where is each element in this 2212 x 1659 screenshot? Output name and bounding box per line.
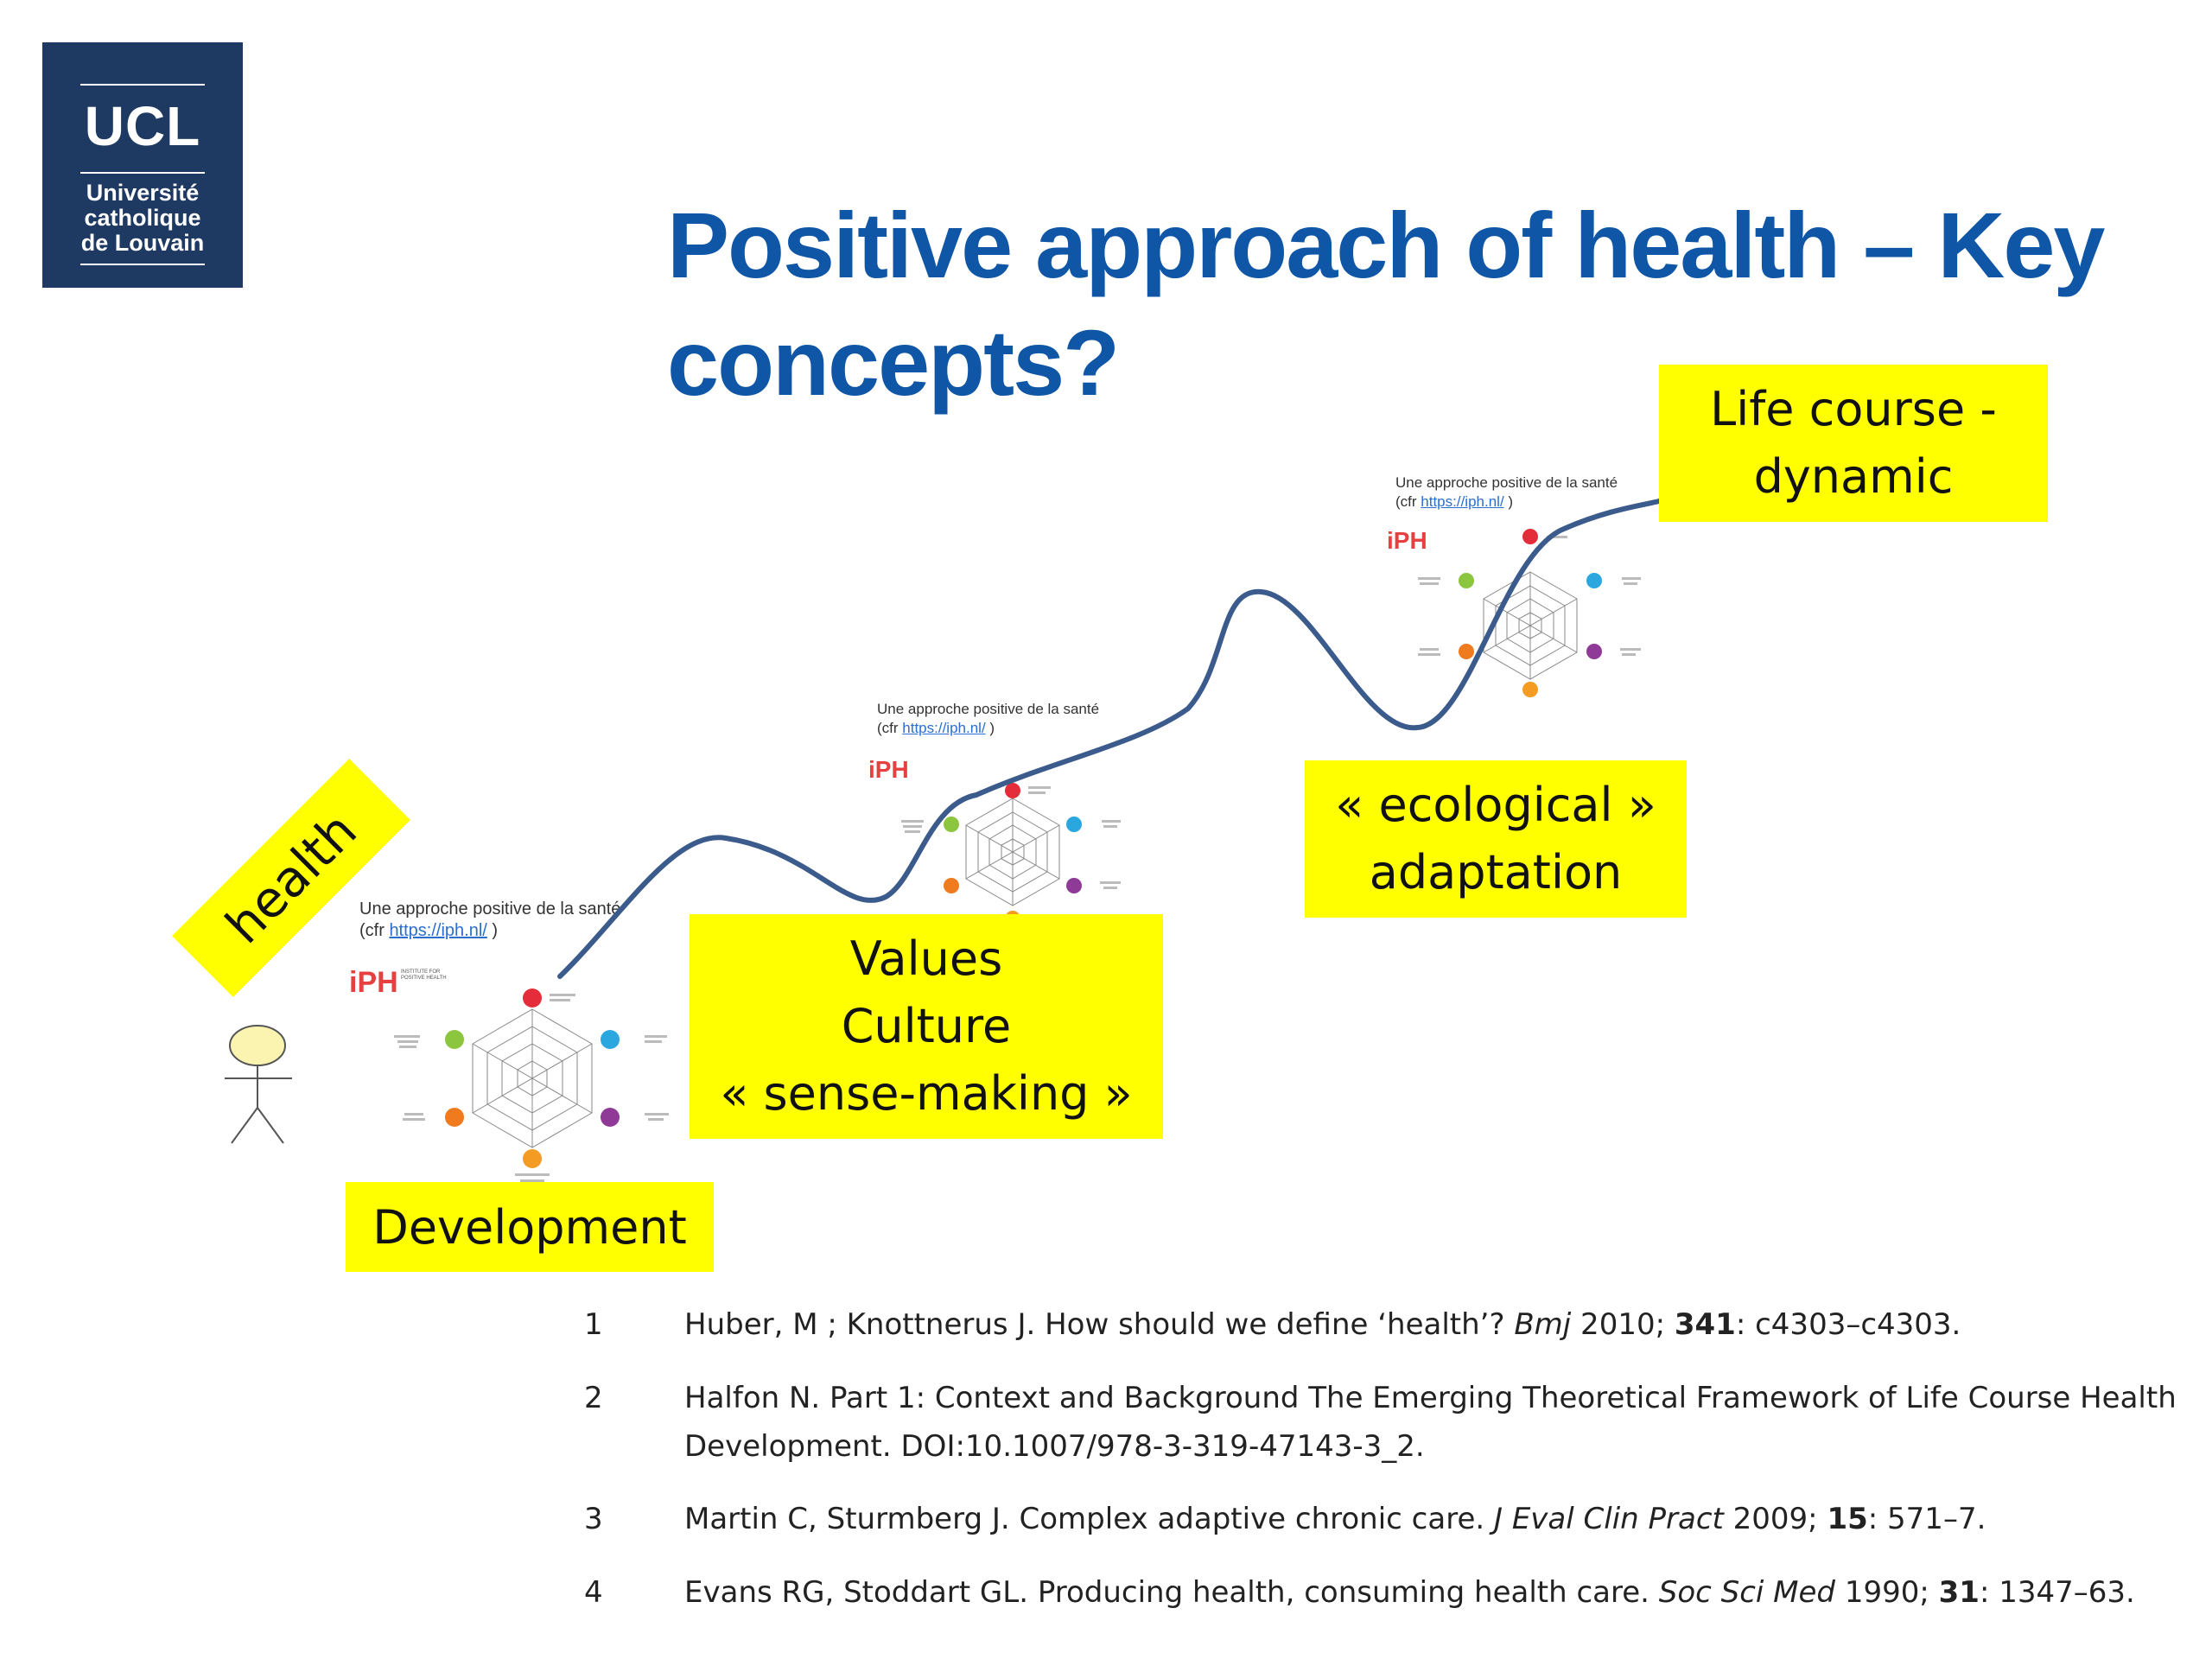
iph-logo: iPH bbox=[1387, 527, 1427, 554]
iph-cfr: (cfr https://iph.nl/ ) bbox=[1395, 493, 1514, 510]
life-course-line: Life course - bbox=[1710, 382, 1997, 436]
logo-line-1: Université bbox=[86, 180, 200, 206]
ecological-adaptation-label bbox=[1305, 760, 1687, 918]
logo-line-2: catholique bbox=[84, 205, 201, 231]
reference-text: Huber, M ; Knottnerus J. How should we define ‘health’? Bmj 2010; 341: c4303–c4303. bbox=[684, 1307, 1961, 1342]
reference-2 bbox=[0, 1374, 2212, 1471]
ecological-line: « ecological » bbox=[1335, 778, 1656, 832]
reference-1 bbox=[0, 1300, 2212, 1349]
slide-title: Positive approach of health – Key concepts? bbox=[667, 193, 2104, 415]
iph-logo: iPH bbox=[349, 966, 398, 999]
iph-cfr: (cfr https://iph.nl/ ) bbox=[877, 720, 995, 736]
adaptation-line: adaptation bbox=[1369, 845, 1623, 899]
reference-number: 4 bbox=[584, 1575, 603, 1610]
development-label: Development bbox=[346, 1182, 714, 1272]
iph-caption: Une approche positive de la santé bbox=[877, 701, 1100, 717]
iph-cfr: (cfr https://iph.nl/ ) bbox=[359, 921, 499, 940]
reference-text: Evans RG, Stoddart GL. Producing health, consuming health care. Soc Sci Med 1990; 31: 1347–63. bbox=[684, 1575, 2135, 1610]
logo-line-3: de Louvain bbox=[80, 230, 205, 256]
reference-3 bbox=[0, 1495, 2212, 1543]
dynamic-line: dynamic bbox=[1753, 449, 1954, 504]
culture-line: Culture bbox=[841, 999, 1012, 1053]
reference-number: 1 bbox=[584, 1307, 603, 1342]
health-label: health bbox=[172, 759, 410, 997]
sense-making-line: « sense-making » bbox=[720, 1066, 1133, 1121]
person-icon bbox=[197, 1011, 309, 1158]
reference-text: Halfon N. Part 1: Context and Background The Emerging Theoretical Framework of Life Course Health Development. DOI:10.1007/978-3-319-47143-3_2. bbox=[684, 1381, 2177, 1464]
iph-institute: INSTITUTE FOR POSITIVE HEALTH bbox=[401, 969, 447, 981]
iph-link[interactable]: https://iph.nl/ bbox=[389, 921, 487, 940]
iph-link[interactable]: https://iph.nl/ bbox=[902, 720, 986, 736]
iph-caption: Une approche positive de la santé bbox=[359, 899, 621, 918]
values-line: Values bbox=[849, 931, 1003, 986]
reference-number: 2 bbox=[584, 1381, 603, 1415]
values-culture-label bbox=[690, 914, 1163, 1139]
iph-link[interactable]: https://iph.nl/ bbox=[1421, 493, 1504, 510]
iph-caption: Une approche positive de la santé bbox=[1395, 474, 1618, 491]
iph-logo: iPH bbox=[868, 756, 909, 783]
logo-ucl-text: UCL bbox=[84, 95, 201, 157]
life-course-label bbox=[1659, 365, 2048, 522]
reference-number: 3 bbox=[584, 1502, 603, 1536]
reference-4 bbox=[0, 1568, 2212, 1617]
reference-text: Martin C, Sturmberg J. Complex adaptive chronic care. J Eval Clin Pract 2009; 15: 571–7. bbox=[684, 1502, 1986, 1536]
